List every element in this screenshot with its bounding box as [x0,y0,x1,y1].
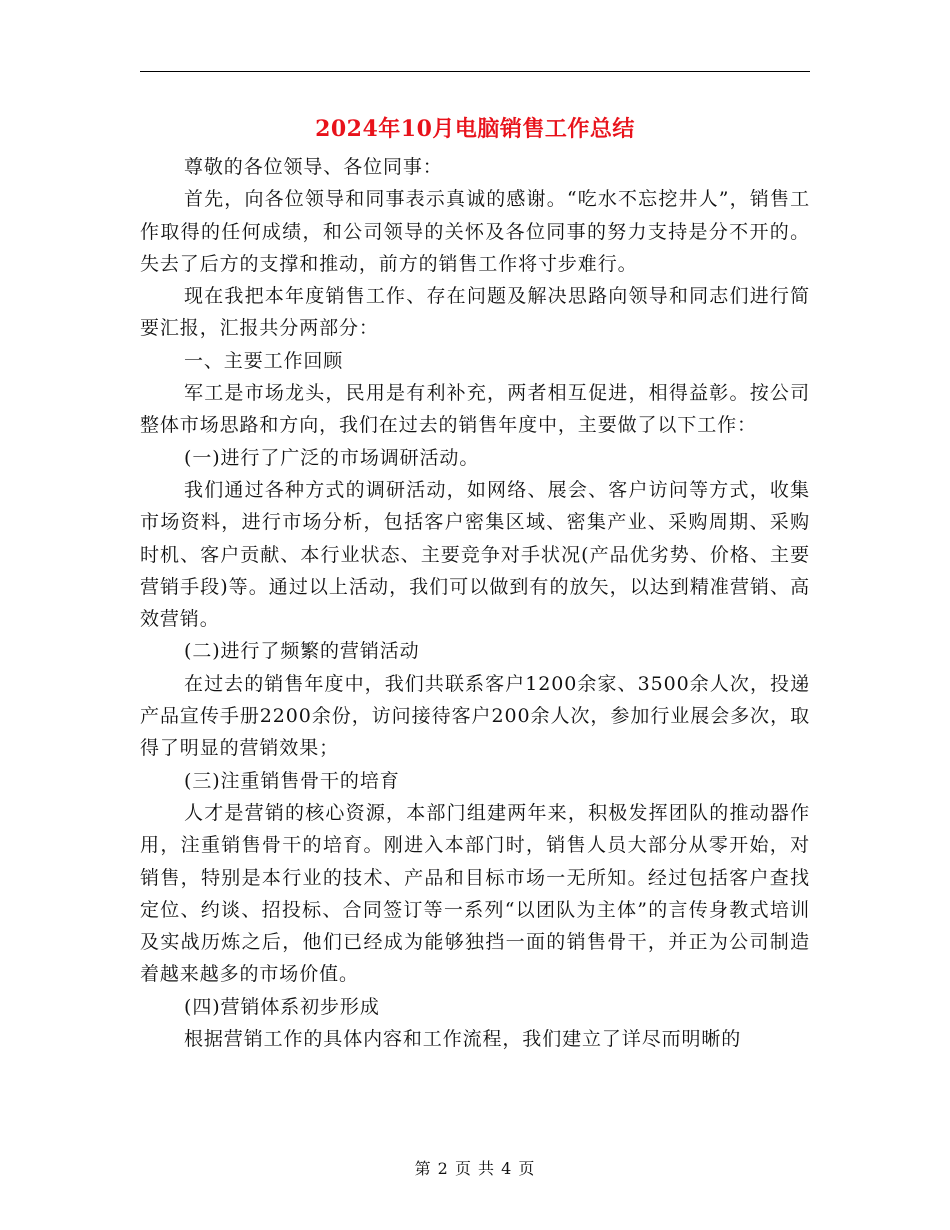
page-footer: 第 2 页 共 4 页 [414,1159,536,1178]
salutation: 尊敬的各位领导、各位同事： [184,156,443,178]
paragraph-talent: 人才是营销的核心资源，本部门组建两年来，积极发挥团队的推动器作用，注重销售骨干的培育。刚进入本部门时，销售人员大部分从零开始，对销售，特别是本行业的技术、产品和目标市场一无所知。经过包括客户查找定位、约谈、招投标、合同签订等一系列“以团队为主体”的言传身教式培训及实战历炼之后，他们已经成为能够独挡一面的销售骨干，并正为公司制造着越来越多的市场价值。 [140,801,810,986]
subheading-system: (四)营销体系初步形成 [184,995,380,1018]
paragraph-market: 军工是市场龙头，民用是有利补充，两者相互促进，相得益彰。按公司整体市场思路和方向，我们在过去的销售年度中，主要做了以下工作： [140,382,810,437]
document-title: 2024年10月电脑销售工作总结 [315,116,635,142]
subheading-research: (一)进行了广泛的市场调研活动。 [184,446,480,469]
paragraph-research: 我们通过各种方式的调研活动，如网络、展会、客户访问等方式，收集市场资料，进行市场分析，包括客户密集区域、密集产业、采购周期、采购时机、客户贡献、本行业状态、主要竞争对手状况(产品优劣势、价格、主要营销手段)等。通过以上活动，我们可以做到有的放矢，以达到精准营销、高效营销。 [140,478,810,631]
paragraph-marketing: 在过去的销售年度中，我们共联系客户1200余家、3500余人次，投递产品宣传手册2200余份，访问接待客户200余人次，参加行业展会多次，取得了明显的营销效果； [140,672,810,760]
subheading-talent: (三)注重销售骨干的培育 [184,769,400,792]
paragraph-intro: 现在我把本年度销售工作、存在问题及解决思路向领导和同志们进行简要汇报，汇报共分两部分： [140,285,810,340]
section-heading-review: 一、主要工作回顾 [184,349,344,372]
paragraph-thanks: 首先，向各位领导和同事表示真诚的感谢。“吃水不忘挖井人”，销售工作取得的任何成绩，和公司领导的关怀及各位同事的努力支持是分不开的。失去了后方的支撑和推动，前方的销售工作将寸步难行。 [140,188,810,275]
paragraph-system: 根据营销工作的具体内容和工作流程，我们建立了详尽而明晰的 [184,1028,742,1051]
subheading-marketing: (二)进行了频繁的营销活动 [184,640,420,663]
header-rule [140,71,810,72]
document-body [140,151,810,1055]
